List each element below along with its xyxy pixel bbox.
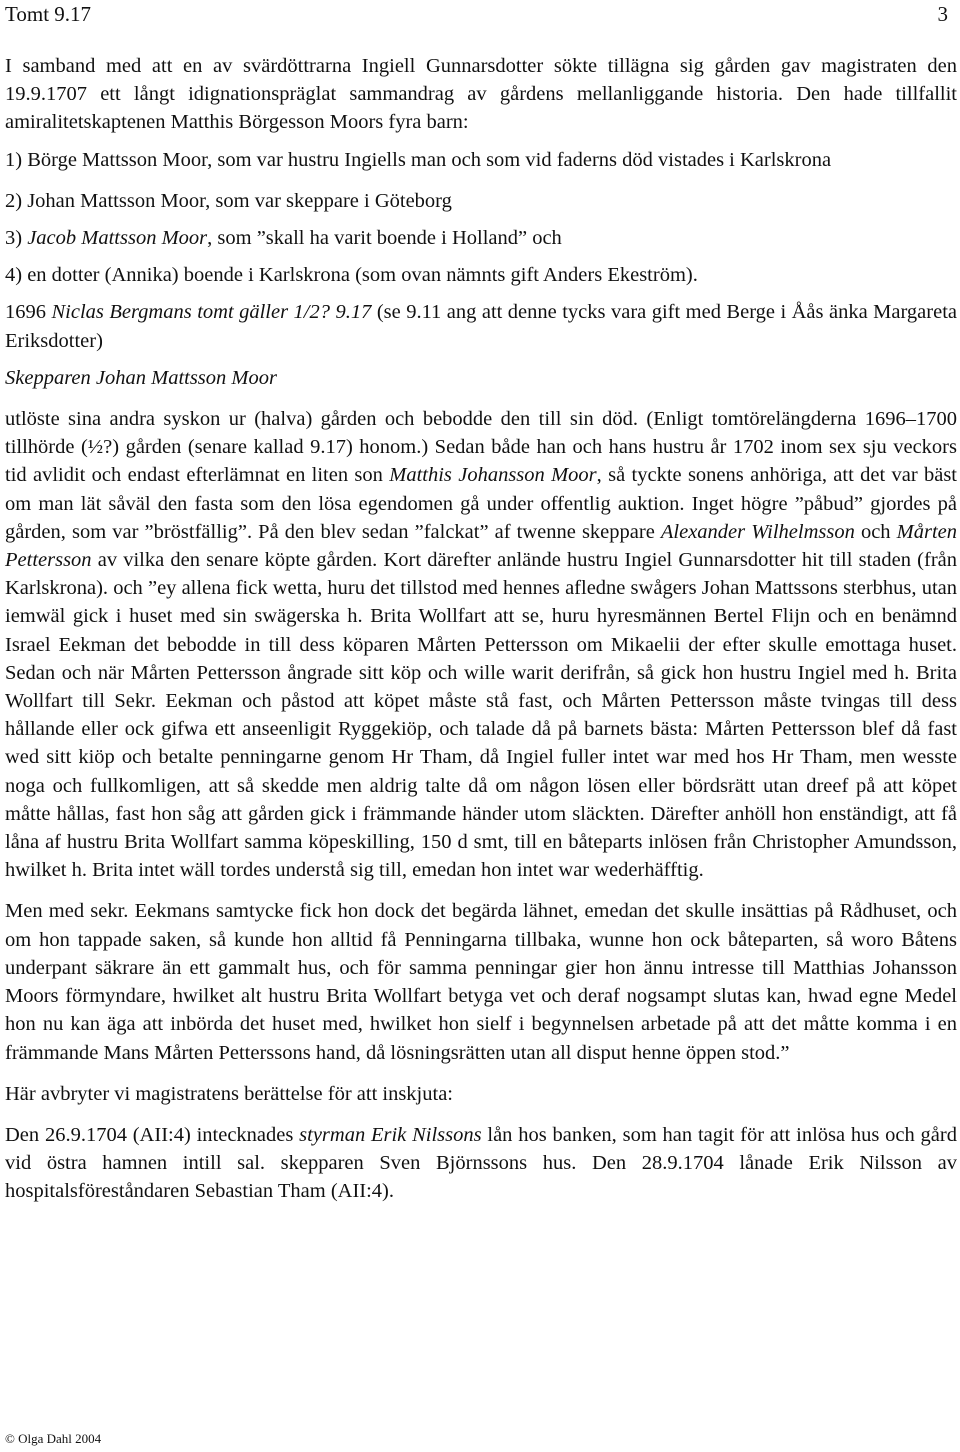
page-footer [5,1430,101,1448]
paragraph-intro: I samband med att en av svärdöttrarna Ingiell Gunnarsdotter sökte tillägna sig gården gav magistraten den 19.9.1707 ett långt idignationspräglat sammandrag av gårdens mellanliggande historia. Den hade tillfallit amiralitetskaptenen Matthis Börgesson Moors fyra barn: [5,55,957,134]
page-header [5,0,948,32]
paragraph-1704-text-1: Den 26.9.1704 (AII:4) intecknades [5,1123,300,1146]
paragraph-1696 [5,298,957,354]
paragraph-main-text-4: av vilka den senare köpte gården. Kort därefter anlände hustru Ingiel Gunnarsdotter hit till staden (från Karlskrona). och ”ey allena fick wetta, huru det tillstod med hennes afledne swågers Johan Mattssons sterbhus, utan iemwäl gick i huset med sin swägerska h. Brita Wollfart att se, huru hyresmännen Bertel Flijn och en benämnd Israel Eekman det bebodde in till dess köparen Mårten Pettersson om Mikaelii der efter skulle emottaga huset. Sedan och när Mårten Pettersson ångrade sitt köp och wille warit derifrån, så gick hon hustru Ingiel med h. Brita Wollfart till Sekr. Eekman och påstod att köpet måste stå fast, och Mårten Pettersson måste tvingas till dess hållande eller ock gifwa ett anseenligit Ryggekiöp, och talade då på barnets bästa: Mårten Pettersson blef då fast wed sitt kiöp och betalte penningarne genom Hr Tham, då Ingiel fuller intet war med hos Hr Tham, men wesste noga och fullkomligen, att så skedde men aldrig talte då om någon lösen eller bördsrätt utan dreef på att köpet måtte hållas, fast hon såg att gården gick i främmande händer utom släckten. Därefter anhöll hon enständigt, att få låna af hustru Brita Wollfart samma köpeskilling, 150 d smt, till en båteparts inlösen från Christopher Amundsson, hwilket h. Brita intet wäll tordes understå sig till, emedan hon intet war wederhäfftig. [5,549,957,882]
paragraph-main-name-marten: Mårten Pettersson [5,520,958,572]
list-item-johan: 2) Johan Mattsson Moor, som var skeppare i Göteborg [5,189,452,212]
paragraph-1696-italic: Niclas Bergmans tomt gäller 1/2? 9.17 [51,301,372,324]
list-item-borge: 1) Börge Mattsson Moor, som var hustru Ingiells man och som vid faderns död vistades i Karlskrona [5,148,832,171]
paragraph-1704-name: styrman Erik Nilssons [299,1123,482,1146]
section-heading-text: Skepparen Johan Mattsson Moor [5,366,277,389]
list-item-jacob-name: Jacob Mattsson Moor [27,227,208,250]
copyright-notice: © Olga Dahl 2004 [5,1431,102,1446]
paragraph-eekman: Men med sekr. Eekmans samtycke fick hon dock det begärda lähnet, emedan det skulle insättias på Rådhuset, och om hon tappade saken, så kunde hon alltid få Penningarna tillbaka, wunne hon ock båteparten, så woro Båtens underpant säkrare än ett gammalt hus, och för samma penningar gier hon ännu intresse till Matthias Johansson Moors förmyndare, hwilket alt hustru Brita Wollfart betyga vet och deraf nogsampt slutas kan, hwad egne Medel hon nu kan äga att inbörda det huset med, hwilket hon sielf i begynnelsen arbetade på att det måtte komma i en främmande Mans Mårten Petterssons hand, då lösningsrätten utan all disput henne öppen stod.” [5,900,957,1064]
list-item-dotter: 4) en dotter (Annika) boende i Karlskrona (som ovan nämnts gift Anders Ekeström). [5,264,698,287]
paragraph-main-name-alexander: Alexander Wilhelmsson [660,520,855,543]
paragraph-main [5,405,957,884]
paragraph-1696-prefix: 1696 [5,301,52,324]
page-number: 3 [937,2,948,26]
list-item-jacob-suffix: , som ”skall ha varit boende i Holland” och [207,227,562,250]
list-item-jacob-prefix: 3) [5,227,28,250]
paragraph-main-text-2: , så tyckte sonens anhöriga, att det var bäst om man lät såväl den fasta som den lösa egendomen gå under offentlig auktion. Inget högre ”påbud” gjordes på gården, som var ”bröstfällig”. På den blev sedan ”falckat” af twenne skeppare [5,464,957,543]
paragraph-1704-text-2: lån hos banken, som han tagit för att inlösa hus och gård vid östra hamnen intill sal. skepparen Sven Björnssons hus. Den 28.9.1704 lånade Erik Nilsson av hospitalsföreståndaren Sebastian Tham (AII:4). [5,1123,957,1203]
list-item-jacob [5,224,957,252]
section-heading [5,364,957,392]
page-title: Tomt 9.17 [5,2,92,26]
paragraph-1696-suffix: (se 9.11 ang att denne tycks vara gift med Berge i Åås änka Margareta Eriksdotter) [5,301,958,352]
paragraph-main-text-3: och [854,520,897,543]
document-body [5,52,957,1219]
paragraph-1704 [5,1121,957,1206]
paragraph-interlude: Här avbryter vi magistratens berättelse för att inskjuta: [5,1082,453,1105]
paragraph-main-text-1: utlöste sina andra syskon ur (halva) gården och bebodde den till sin död. (Enligt tomtörelängderna 1696–1700 tillhörde (½?) gården (senare kallad 9.17) honom.) Sedan både han och hans hustru år 1702 inom sex sju veckors tid avlidit och endast efterlämnat en liten son [5,408,957,487]
paragraph-main-name-matthis: Matthis Johansson Moor [389,464,597,487]
